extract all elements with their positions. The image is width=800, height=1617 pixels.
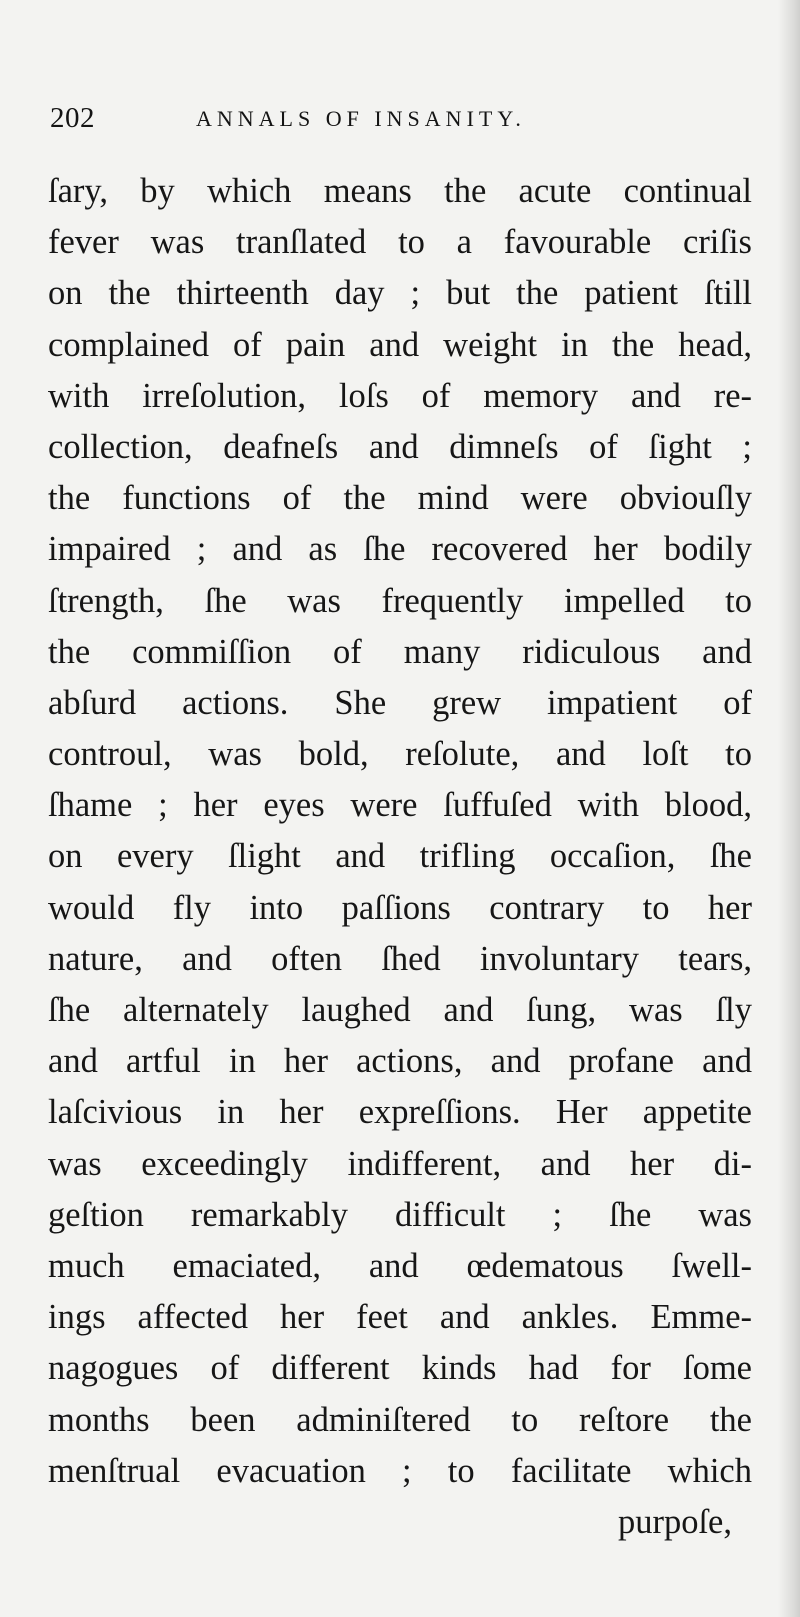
- text-line: controul, was bold, reſolute, and loſt to: [48, 735, 752, 774]
- text-line: ſary, by which means the acute continual: [48, 172, 752, 210]
- text-line: nature, and often ſhed involuntary tears,: [48, 939, 752, 978]
- text-line: months been adminiſtered to reſtore the: [48, 1400, 752, 1439]
- text-line: on every ſlight and trifling occaſion, ſhe: [48, 837, 752, 876]
- text-line: would fly into paſſions contrary to her: [48, 888, 752, 927]
- text-line: ings affected her feet and ankles. Emme-: [48, 1298, 752, 1337]
- text-line: the functions of the mind were obviouſly: [48, 479, 752, 518]
- text-line: was exceedingly indifferent, and her di-: [48, 1144, 752, 1183]
- text-line: much emaciated, and œdematous ſwell-: [48, 1246, 752, 1285]
- text-line: abſurd actions. She grew impatient of: [48, 683, 752, 722]
- running-head: [50, 102, 750, 142]
- text-line: laſcivious in her expreſſions. Her appetite: [48, 1093, 752, 1132]
- text-line: and artful in her actions, and profane and: [48, 1042, 752, 1081]
- running-title: ANNALS OF INSANITY.: [196, 106, 526, 131]
- text-line: ſhame ; her eyes were ſuffuſed with blood,: [48, 786, 752, 825]
- text-line: menſtrual evacuation ; to facilitate which: [48, 1451, 752, 1490]
- text-line: geſtion remarkably difficult ; ſhe was: [48, 1195, 752, 1234]
- catchword: purpoſe,: [617, 1502, 732, 1541]
- text-line: collection, deafneſs and dimneſs of ſight ;: [48, 427, 752, 466]
- text-line: on the thirteenth day ; but the patient ſtill: [48, 274, 752, 313]
- text-line: ſhe alternately laughed and ſung, was ſly: [48, 991, 752, 1029]
- text-line: complained of pain and weight in the head,: [48, 325, 752, 364]
- text-line: impaired ; and as ſhe recovered her bodily: [48, 530, 752, 569]
- text-line: the commiſſion of many ridiculous and: [48, 632, 752, 671]
- text-line: nagogues of different kinds had for ſome: [48, 1349, 752, 1388]
- page-edge-shadow: [778, 0, 800, 1617]
- page-number: 202: [50, 102, 95, 134]
- body-text: [48, 166, 752, 1548]
- text-line: ſtrength, ſhe was frequently impelled to: [48, 581, 752, 620]
- text-line: fever was tranſlated to a favourable criſis: [48, 223, 752, 262]
- text-line: with irreſolution, loſs of memory and re-: [48, 376, 752, 415]
